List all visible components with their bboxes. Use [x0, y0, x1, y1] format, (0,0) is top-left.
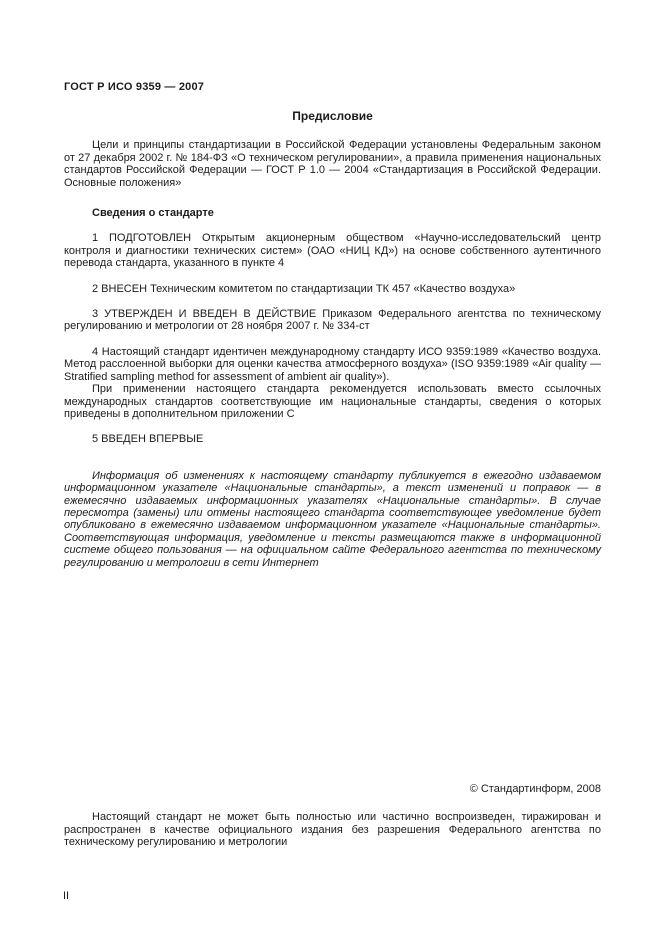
foreword-item-application-note: При применении настоящего стандарта рекомендуется использовать вместо ссылочных международных стандартов соответствующие им национальные стандарты, сведения о которых приведены в дополнительном приложении С — [64, 383, 601, 420]
foreword-item-submitted: 2 ВНЕСЕН Техническим комитетом по стандартизации ТК 457 «Качество воздуха» — [92, 282, 516, 295]
page-number: II — [63, 890, 70, 902]
reproduction-restriction-notice: Настоящий стандарт не может быть полностью или частично воспроизведен, тиражирован и распространен в качестве официального издания без разрешения Федерального агентства по техническому регулированию и метрологии — [64, 811, 601, 849]
foreword-item-identical-standard: 4 Настоящий стандарт идентичен международному стандарту ИСО 9359:1989 «Качество воздуха. Метод расслоенной выборки для оценки качества атмосферного воздуха» (ISO 9359:1989 «Air quality — Stratified sampling method for assessment of ambient air quality»). — [64, 345, 601, 383]
copyright-notice: © Стандартинформ, 2008 — [469, 783, 601, 795]
foreword-title: Предисловие — [292, 109, 373, 123]
foreword-intro-paragraph: Цели и принципы стандартизации в Российской Федерации установлены Федеральным законом от 27 декабря 2002 г. № 184-ФЗ «О техническом регулировании», а правила применения национальных стандартов Российской Федерации — ГОСТ Р 1.0 — 2004 «Стандартизация в Российской Федерации. Основные положения» — [64, 139, 601, 189]
page-footer-block — [64, 783, 601, 849]
amendments-information-note: Информация об изменениях к настоящему стандарту публикуется в ежегодно издаваемом информационном указателе «Национальные стандарты», а текст изменений и поправок — в ежемесячно издаваемых информационных указателях «Национальные стандарты». В случае пересмотра (замены) или отмены настоящего стандарта соответствующее уведомление будет опубликовано в ежемесячно издаваемом информационном указателе «Национальные стандарты». Соответствующая информация, уведомление и тексты размещаются также в информационной системе общего пользования — на официальном сайте Федерального агентства по техническому регулированию и метрологии в сети Интернет — [64, 469, 601, 569]
standard-info-heading: Сведения о стандарте — [92, 207, 214, 220]
foreword-item-first-edition: 5 ВВЕДЕН ВПЕРВЫЕ — [92, 433, 204, 446]
foreword-item-approved: 3 УТВЕРЖДЕН И ВВЕДЕН В ДЕЙСТВИЕ Приказом Федерального агентства по техническому регулированию и метрологии от 28 ноября 2007 г. № 334-ст — [64, 308, 601, 333]
document-designation: ГОСТ Р ИСО 9359 — 2007 — [64, 81, 205, 93]
foreword-section — [64, 110, 601, 569]
foreword-item-prepared: 1 ПОДГОТОВЛЕН Открытым акционерным обществом «Научно-исследовательский центр контроля и диагностики технических систем» (ОАО «НИЦ КД») на основе собственного аутентичного перевода стандарта, указанного в пункте 4 — [64, 232, 601, 270]
